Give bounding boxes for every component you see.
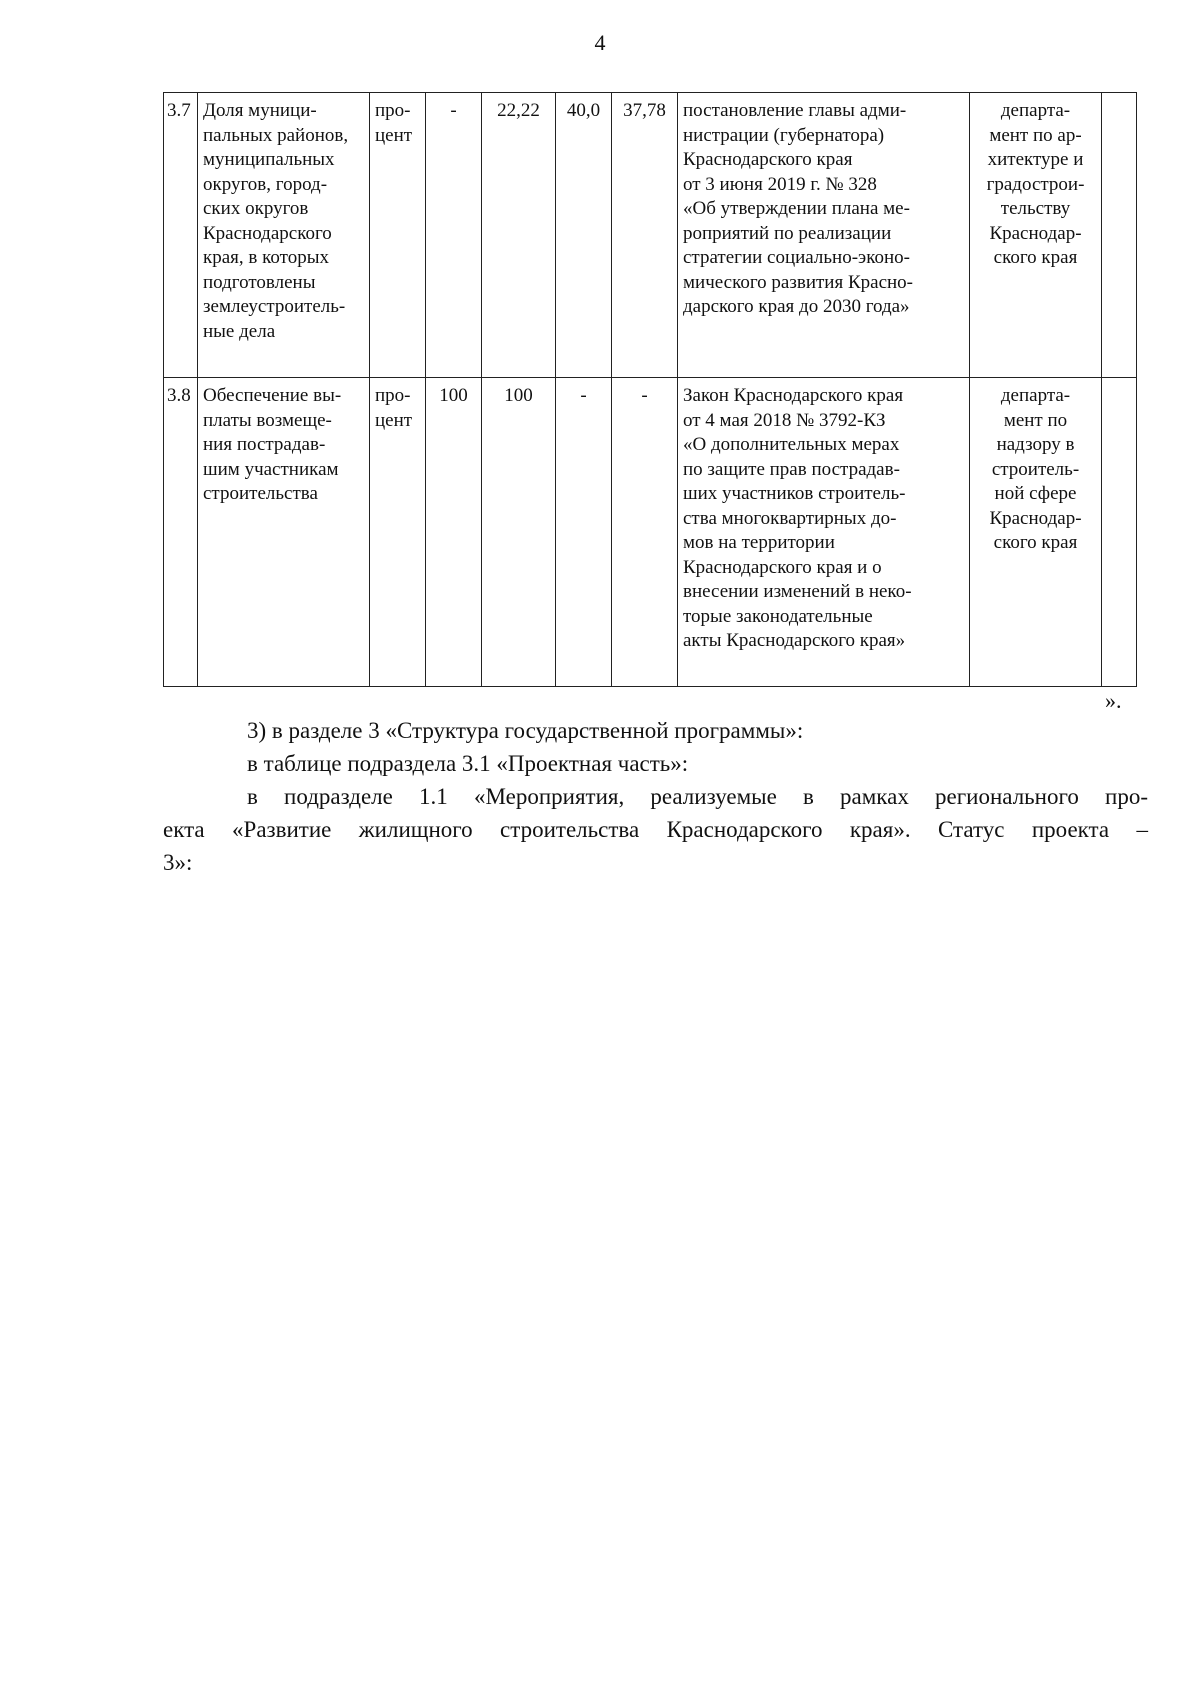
value-cell: 40,0 bbox=[556, 93, 612, 378]
legal-document-cell: постановление главы адми- нистрации (губернатора) Краснодарского края от 3 июня 2019 г. № 328 «Об утверждении плана ме- роприятий по реализации стратегии социально-эконо- мического развития Красно- дарского края до 2030 года» bbox=[678, 93, 970, 378]
indicator-name: Доля муници- пальных районов, муниципальных округов, город- ских округов Краснодарского края, в которых подготовлены землеустроитель- ные дела bbox=[198, 93, 370, 378]
value-cell: 37,78 bbox=[612, 93, 678, 378]
row-number: 3.8 bbox=[164, 378, 198, 687]
value-cell: 100 bbox=[426, 378, 482, 687]
body-text bbox=[163, 714, 1148, 879]
value-cell: 22,22 bbox=[482, 93, 556, 378]
empty-cell bbox=[1102, 378, 1137, 687]
row-number: 3.7 bbox=[164, 93, 198, 378]
paragraph-subsection-line-3: 3»: bbox=[163, 850, 193, 875]
indicators-table bbox=[163, 92, 1137, 687]
value-cell: - bbox=[556, 378, 612, 687]
closing-quote: ». bbox=[1105, 688, 1122, 713]
legal-document-cell: Закон Краснодарского края от 4 мая 2018 № 3792-КЗ «О дополнительных мерах по защите прав пострадав- ших участников строитель- ства многоквартирных до- мов на территории Краснодарского края и о внесении изменений в неко- торые законодательные акты Краснодарского края» bbox=[678, 378, 970, 687]
unit-cell: про- цент bbox=[370, 93, 426, 378]
unit-cell: про- цент bbox=[370, 378, 426, 687]
page-number: 4 bbox=[594, 30, 606, 55]
indicator-name: Обеспечение вы- платы возмеще- ния пострадав- шим участникам строительства bbox=[198, 378, 370, 687]
paragraph-subsection-line-2: екта «Развитие жилищного строительства Краснодарского края». Статус проекта – bbox=[163, 817, 1148, 842]
value-cell: 100 bbox=[482, 378, 556, 687]
table-row bbox=[164, 93, 1137, 378]
paragraph-section-3: 3) в разделе 3 «Структура государственной программы»: bbox=[247, 718, 804, 743]
department-cell: департа- мент по ар- хитектуре и градострои- тельству Краснодар- ского края bbox=[970, 93, 1102, 378]
value-cell: - bbox=[426, 93, 482, 378]
department-cell: департа- мент по надзору в строитель- ной сфере Краснодар- ского края bbox=[970, 378, 1102, 687]
value-cell: - bbox=[612, 378, 678, 687]
table-row bbox=[164, 378, 1137, 687]
empty-cell bbox=[1102, 93, 1137, 378]
paragraph-subsection-line-1: в подразделе 1.1 «Мероприятия, реализуемые в рамках регионального про- bbox=[247, 784, 1148, 809]
paragraph-table-3-1: в таблице подраздела 3.1 «Проектная часть»: bbox=[247, 751, 689, 776]
